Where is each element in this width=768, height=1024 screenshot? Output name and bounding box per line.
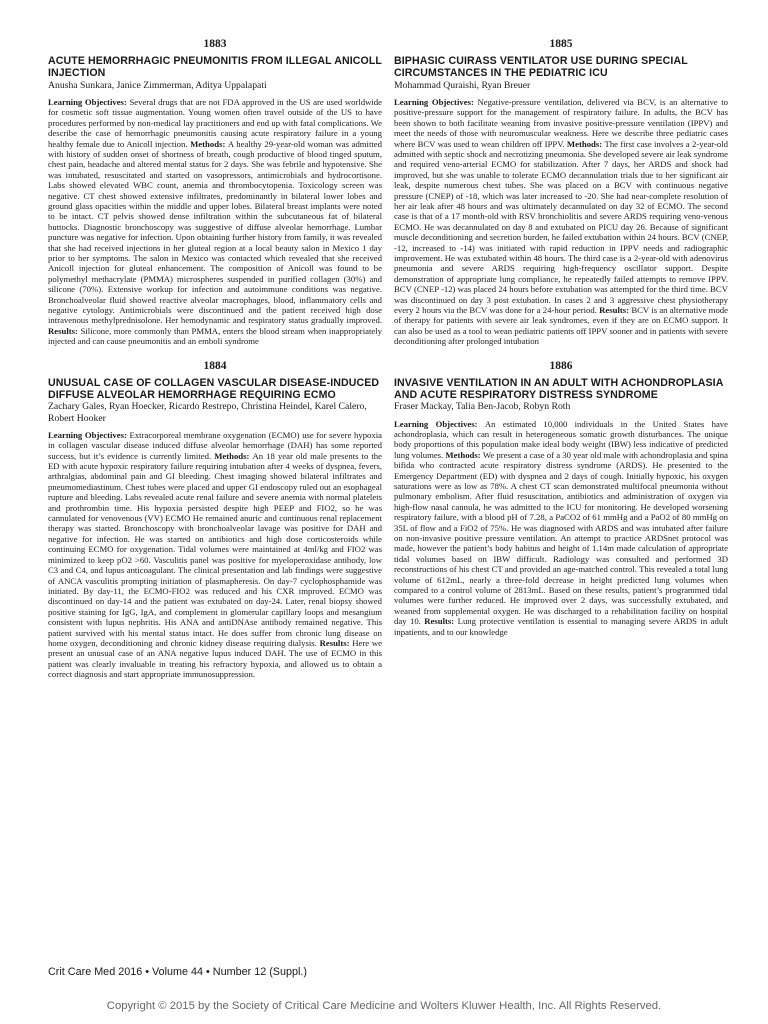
abstract-body	[48, 97, 382, 347]
abstract-1884	[48, 360, 382, 680]
left-column	[48, 38, 382, 680]
section-label: Methods:	[445, 449, 483, 460]
section-label: Results:	[48, 325, 81, 336]
abstract-title: BIPHASIC CUIRASS VENTILATOR USE DURING SPECIAL CIRCUMSTANCES IN THE PEDIATRIC ICU	[394, 55, 688, 80]
section-label: Results:	[599, 305, 632, 316]
abstract-1885	[394, 38, 728, 347]
copyright-notice: Copyright © 2015 by the Society of Critical Care Medicine and Wolters Kluwer Health, Inc. All Rights Reserved.	[106, 1000, 662, 1012]
abstract-body	[394, 419, 728, 638]
abstract-body	[394, 97, 728, 347]
body-text: Lung protective ventilation is essential to managing severe ARDS in adult inpatients, and to our knowledge	[394, 616, 728, 637]
section-label: Methods:	[190, 138, 228, 149]
body-text: Here we present an unusual case of an ANA negative lupus induced DAH. The use of ECMO in this patient was clearly invaluable in treating his refractory hypoxia, and allowed us to obtain a correct diagnosis and start appropriate immunosuppression.	[48, 637, 382, 680]
section-label: Learning Objectives:	[394, 418, 485, 429]
body-text: Negative-pressure ventilation, delivered via BCV, is an alternative to positive-pressure support for the management of respiratory failure. In adults, the BCV has been shown to both facilitate weaning from invasive positive-pressure ventilation (IPPV) and meet the needs of those with neuromuscular weakness. Here we describe three pediatric cases where BCV was used to wean children off IPPV.	[394, 96, 729, 149]
section-label: Results:	[424, 616, 458, 627]
abstract-authors: Anusha Sunkara, Janice Zimmerman, Aditya Uppalapati	[48, 79, 267, 91]
abstract-title: ACUTE HEMORRHAGIC PNEUMONITIS FROM ILLEGAL ANICOLL INJECTION	[48, 55, 382, 80]
section-label: Learning Objectives:	[48, 96, 130, 107]
body-text: Several drugs that are not FDA approved in the US are used worldwide for cosmetic soft tissue augmentation. Young women often travel outside of the US to have procedures performed by non-medical lay practitioners and end up with fatal complications. We describe the case of hemorrhagic pneumonitis causing acute respiratory failure in a young healthy female due to Anicoll injection.	[48, 96, 382, 149]
abstract-title: UNUSUAL CASE OF COLLAGEN VASCULAR DISEASE-INDUCED DIFFUSE ALVEOLAR HEMORRHAGE REQUIRING ECMO	[48, 376, 380, 401]
abstract-authors: Mohammad Quraishi, Ryan Breuer	[394, 79, 531, 91]
body-text: A healthy 29-year-old woman was admitted with history of sudden onset of shortness of breath, cough productive of blood tinged sputum, chest pain, headache and altered mental status for 2 days. She was febrile and hypotensive. She was intubated, resuscitated and started on vasopressors, antimicrobials and hydrocortisone. Labs showed elevated WBC count, anemia and thrombocytopenia. Toxicology screen was negative. CT chest showed extensive infiltrates, predominantly in bilateral lower lobes and ground glass opacities within the middle and upper lobes. Bilateral breast implants were noted to be intact. CT pelvis showed dense infiltration within the subcutaneous fat of bilateral buttocks. Diagnostic bronchoscopy was suggestive of diffuse alveolar hemorrhage. Lumbar puncture was negative for infection. Upon obtaining further history from family, it was revealed that she had received injections in her gluteal region at a local beauty salon in Mexico 1 day prior to her symptoms. The salon in Mexico was contacted which revealed that she received Anicoll injection for gluteal enhancement. The composition of Anicoll was found to be polymethyl methacrylate (PMMA) microspheres suspended in purified collagen (30%) and silicone (70%). Extensive workup for infection and autoimmune conditions was negative. Bronchoalveolar fluid showed reactive alveolar macrophages, blood, inflammatory cells and negative cytology. Antimicrobials were discontinued and the patient received high dose intravenous methylprednisolone. Her hemodynamic and respiratory status gradually improved.	[48, 138, 382, 326]
body-text: The first case involves a 2-year-old admitted with septic shock and necrotizing pneumonia. She developed severe air leak syndrome and required veno-arterial ECMO for stabilization. After 7 days, her ARDS and shock had improved, but she was unable to tolerate ECMO decannulation trials due to her significant air leak, despite numerous chest tubes. She was placed on a BCV with continuous negative pressure (CNEP) of -18, which was later increased to -20. She had near-complete resolution of her air leak after 48 hours and was ultimately decannulated on day 32 of ECMO. The second case is that of a 17 month-old with RSV bronchiolitis and severe ARDS requiring veno-venous ECMO. He was decannulated on day 8 and extubated on PICU day 26. Because of significant muscle deconditioning and secretion burden, he failed extubation within 24 hours. BCV (CNEP, -12, increased to -14) was initiated with rapid reduction in IPPV needs and radiographic improvement. He was extubated within 48 hours. The third case is a 2-year-old with adenovirus pneumonia and severe ARDS requiring high-frequency oscillator support. Despite demonstration of appropriate lung compliance, he repeatedly failed attempts to remove IPPV. BCV (CNEP -12) was placed 24 hours before extubation was attempted for the third time. BCV was discontinued on day 3 post extubation. In cases 2 and 3 aggressive chest physiotherapy every 2 hours via the BCV was done for a 24-hour period.	[394, 138, 729, 316]
abstract-number: 1885	[549, 38, 573, 50]
body-text: An 18 year old male presents to the ED with acute hypoxic respiratory failure requiring intubation after 4 weeks of dyspnea, fevers, arthralgias, abdominal pain and GI bleeding. Chest imaging showed bilateral infiltrates and pneumomediastinum. Chest tubes were placed and upper GI endoscopy ruled out an esophageal rupture and bleeding. Labs revealed acute renal failure and severe anemia with normal platelets and prothrombin time. His hypoxia persisted despite high PEEP and FIO2, so he was cannulated for venovenous (VV) ECMO He remained anuric and continuous renal replacement therapy was started. Bronchoscopy with bronchoalveolar lavage was positive for DAH and negative for infection. He was started on antibiotics and high dose corticosteroids while continuing ECMO for oxygenation. Tidal volumes were maintained at 4ml/kg and FIO2 was minimized to keep pO2 >60. Vasculitis panel was positive for myeloperoxidase antibody, low C3 and C4, and lupus anticoagulant. The clinical presentation and lab findings were suggestive of ANCA vasculitis prompting initiation of plasmapheresis. On day-7 cyclophosphamide was initiated. By day-11, the ECMO-FIO2 was reduced and his CXR improved. ECMO was discontinued on day-14 and the patient was extubated on day-24. Later, renal biopsy showed positive staining for IgG, IgA, and complement in glomerular capillary loops and mesangium consistent with lupus nephritis. His ANA and antiDNAse antibody remained negative. This patient survived with his mental status intact. He does suffer from chronic lung disease on home oxygen, deconditioning and chronic kidney disease requiring dialysis.	[48, 450, 382, 648]
body-text: Extracorporeal membrane oxygenation (ECMO) use for severe hypoxia in collagen vascular disease induced diffuse alveolar hemorrhage (DAH) has some reported success, but it’s evidence is currently limited.	[48, 429, 382, 461]
journal-footer: Crit Care Med 2016 • Volume 44 • Number 12 (Suppl.)	[48, 966, 308, 978]
abstract-number: 1884	[203, 359, 227, 372]
abstract-number: 1883	[203, 38, 227, 50]
abstract-title: INVASIVE VENTILATION IN AN ADULT WITH ACHONDROPLASIA AND ACUTE RESPIRATORY DISTRESS SYNDROME	[394, 376, 724, 401]
abstract-authors: Fraser Mackay, Talia Ben-Jacob, Robyn Roth	[394, 401, 571, 413]
section-label: Learning Objectives:	[48, 429, 130, 440]
body-text: BCV is an alternative mode of therapy for patients with severe air leak syndromes, even if they are on ECMO support. It can also be used as a tool to wean pediatric patients off IPPV sooner and in patients with severe deconditioning after prolonged intubation	[394, 305, 728, 347]
section-label: Learning Objectives:	[394, 96, 478, 107]
abstract-1883	[48, 38, 382, 347]
abstract-number: 1886	[549, 359, 573, 372]
abstract-authors: Zachary Gales, Ryan Hoecker, Ricardo Restrepo, Christina Heindel, Karel Calero, Robert Hooker	[48, 401, 367, 424]
section-label: Methods:	[566, 138, 605, 149]
section-label: Methods:	[214, 450, 253, 461]
abstract-body	[48, 430, 382, 680]
body-text: Silicone, more commonly than PMMA, enters the blood stream when inappropriately injected and can cause pneumonitis and an emboli syndrome	[48, 325, 382, 347]
abstract-1886	[394, 360, 728, 637]
body-text: We present a case of a 30 year old male with achondroplasia and spina bifida who contracted acute respiratory distress syndrome (ARDS). He presented to the Emergency Department (ED) with dyspnea and 2 days of cough. Initially hypoxic, his oxygen saturations were as low as 78%. A chest CT scan demonstrated multifocal pneumonia without pulmonary embolism. After fluid resuscitation, antibiotics and administration of oxygen via high-flow nasal cannula, he was admitted to the ICU for monitoring. He developed worsening respiratory failure, with a blood pH of 7.28, a PaCO2 of 61 mmHg and a PaO2 of 80 mmHg on 35L of flow and a FiO2 of 75%. He was diagnosed with ARDS and was intubated after failure on non-invasive positive pressure ventilation. An attempt to practice ARDSnet protocol was made, however the patient’s body habitus and height of 1.14m made calculation of appropriate tidal volumes based on IBW difficult. Radiology was consulted and performed 3D reconstructions of his chest CT and provided an age-matched control. This revealed a total lung volume of 612mL, nearly a three-fold decrease in height predicted lung volumes when compared to a control volume of 2813mL. Based on these results, patient’s programmed tidal volumes were further reduced. He improved over 2 days, was successfully extubated, and weaned from supplemental oxygen. He was discharged to a rehabilitation facility on hospital day 10.	[394, 449, 728, 627]
body-text: An estimated 10,000 individuals in the United States have achondroplasia, which can result in heterogeneous somatic growth disturbances. The unique body proportions of this population make ideal body weight (IBW) less indicative of predicted lung volumes.	[394, 418, 729, 460]
section-label: Results:	[319, 637, 353, 648]
right-column	[394, 38, 728, 637]
